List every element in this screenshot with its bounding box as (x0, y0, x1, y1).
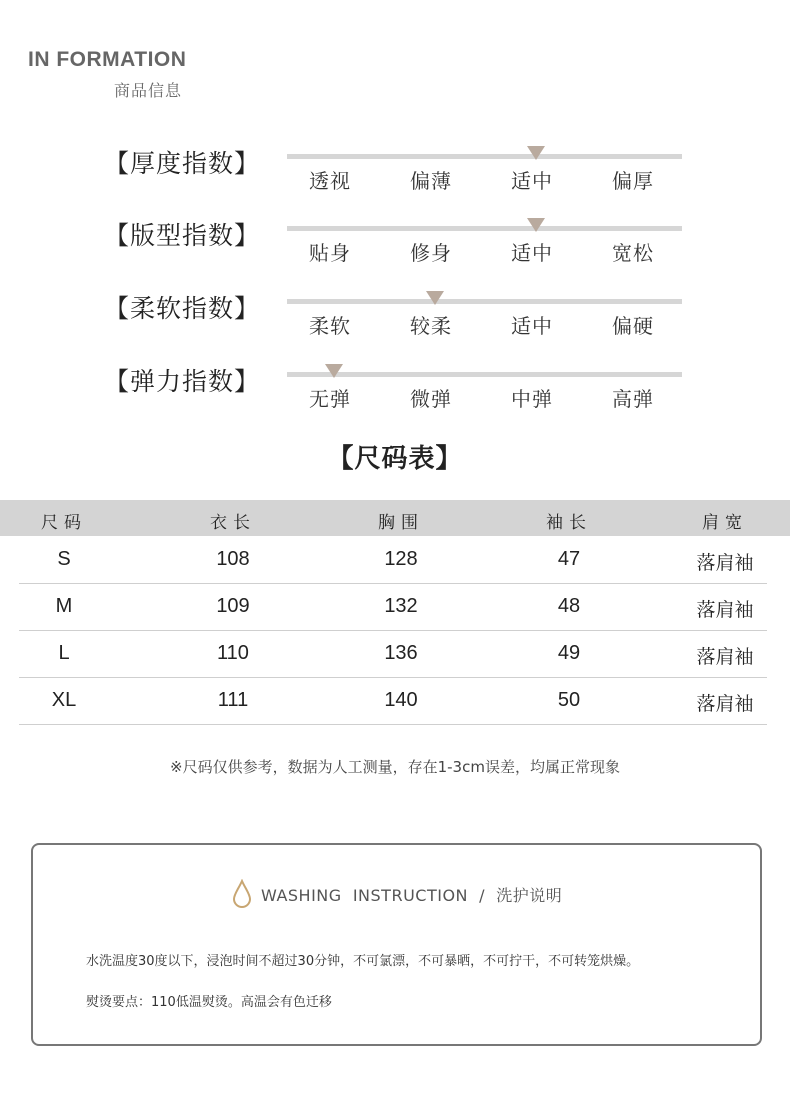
index-marker-icon (325, 364, 343, 378)
washing-title: WASHING INSTRUCTION / 洗护说明 (261, 885, 563, 905)
washing-header (231, 879, 562, 909)
index-option: 中弹 (511, 387, 553, 411)
table-cell: 136 (384, 642, 418, 664)
index-option: 偏厚 (612, 169, 654, 193)
index-marker-icon (426, 291, 444, 305)
index-title: 【版型指数】 (104, 221, 261, 250)
index-option: 柔软 (309, 314, 351, 338)
header-length: 衣长 (210, 513, 256, 533)
index-option: 适中 (511, 241, 553, 265)
section-title-cn: 商品信息 (114, 81, 183, 100)
header-shoulder: 肩宽 (702, 513, 748, 533)
table-cell: L (58, 642, 70, 664)
index-option: 修身 (410, 241, 452, 265)
size-note: ※尺码仅供参考，数据为人工测量，存在1-3cm误差，均属正常现象 (170, 758, 620, 776)
index-option: 适中 (511, 169, 553, 193)
table-row (19, 536, 767, 584)
table-cell: 50 (557, 689, 581, 711)
table-cell: 落肩袖 (696, 599, 754, 621)
ironing-instruction-line: 熨烫要点：110低温熨烫。高温会有色迁移 (86, 995, 332, 1010)
index-option: 偏薄 (410, 169, 452, 193)
water-drop-icon (231, 879, 253, 909)
table-cell: 落肩袖 (696, 693, 754, 715)
washing-box (31, 843, 762, 1046)
header-sleeve: 袖长 (546, 513, 592, 533)
index-option: 高弹 (612, 387, 654, 411)
index-option: 适中 (511, 314, 553, 338)
index-row (0, 291, 790, 351)
index-row (0, 364, 790, 424)
index-option: 透视 (309, 169, 351, 193)
index-scale-bar (287, 226, 682, 231)
table-cell: 111 (217, 689, 249, 711)
table-cell: 132 (384, 595, 418, 617)
index-marker-icon (527, 146, 545, 160)
index-title: 【厚度指数】 (104, 149, 261, 178)
index-marker-icon (527, 218, 545, 232)
index-title: 【柔软指数】 (104, 294, 261, 323)
header-size: 尺码 (41, 513, 87, 533)
header-chest: 胸围 (378, 513, 424, 533)
table-row (19, 630, 767, 678)
index-option: 微弹 (410, 387, 452, 411)
table-row (19, 677, 767, 725)
table-cell: 128 (384, 548, 418, 570)
table-cell: 140 (384, 689, 418, 711)
table-row (19, 583, 767, 631)
index-scale-bar (287, 372, 682, 377)
washing-instruction-line: 水洗温度30度以下，浸泡时间不超过30分钟，不可氯漂，不可暴晒，不可拧干，不可转笼烘燥。 (86, 954, 640, 969)
table-cell: 110 (217, 642, 249, 664)
index-row (0, 146, 790, 206)
table-cell: XL (51, 689, 77, 711)
index-option: 无弹 (309, 387, 351, 411)
table-cell: S (57, 548, 71, 570)
size-table-header (0, 500, 790, 536)
section-title-en: IN FORMATION (28, 48, 187, 71)
table-cell: 108 (216, 548, 250, 570)
size-table-title: 【尺码表】 (327, 444, 463, 474)
index-option: 偏硬 (612, 314, 654, 338)
index-title: 【弹力指数】 (104, 367, 261, 396)
index-option: 宽松 (612, 241, 654, 265)
table-cell: 落肩袖 (696, 646, 754, 668)
index-row (0, 218, 790, 278)
index-scale-bar (287, 154, 682, 159)
index-scale-bar (287, 299, 682, 304)
table-cell: 48 (557, 595, 581, 617)
table-cell: M (55, 595, 73, 617)
table-cell: 47 (557, 548, 581, 570)
table-cell: 109 (216, 595, 250, 617)
table-cell: 49 (557, 642, 581, 664)
index-option: 贴身 (309, 241, 351, 265)
index-option: 较柔 (410, 314, 452, 338)
table-cell: 落肩袖 (696, 552, 754, 574)
